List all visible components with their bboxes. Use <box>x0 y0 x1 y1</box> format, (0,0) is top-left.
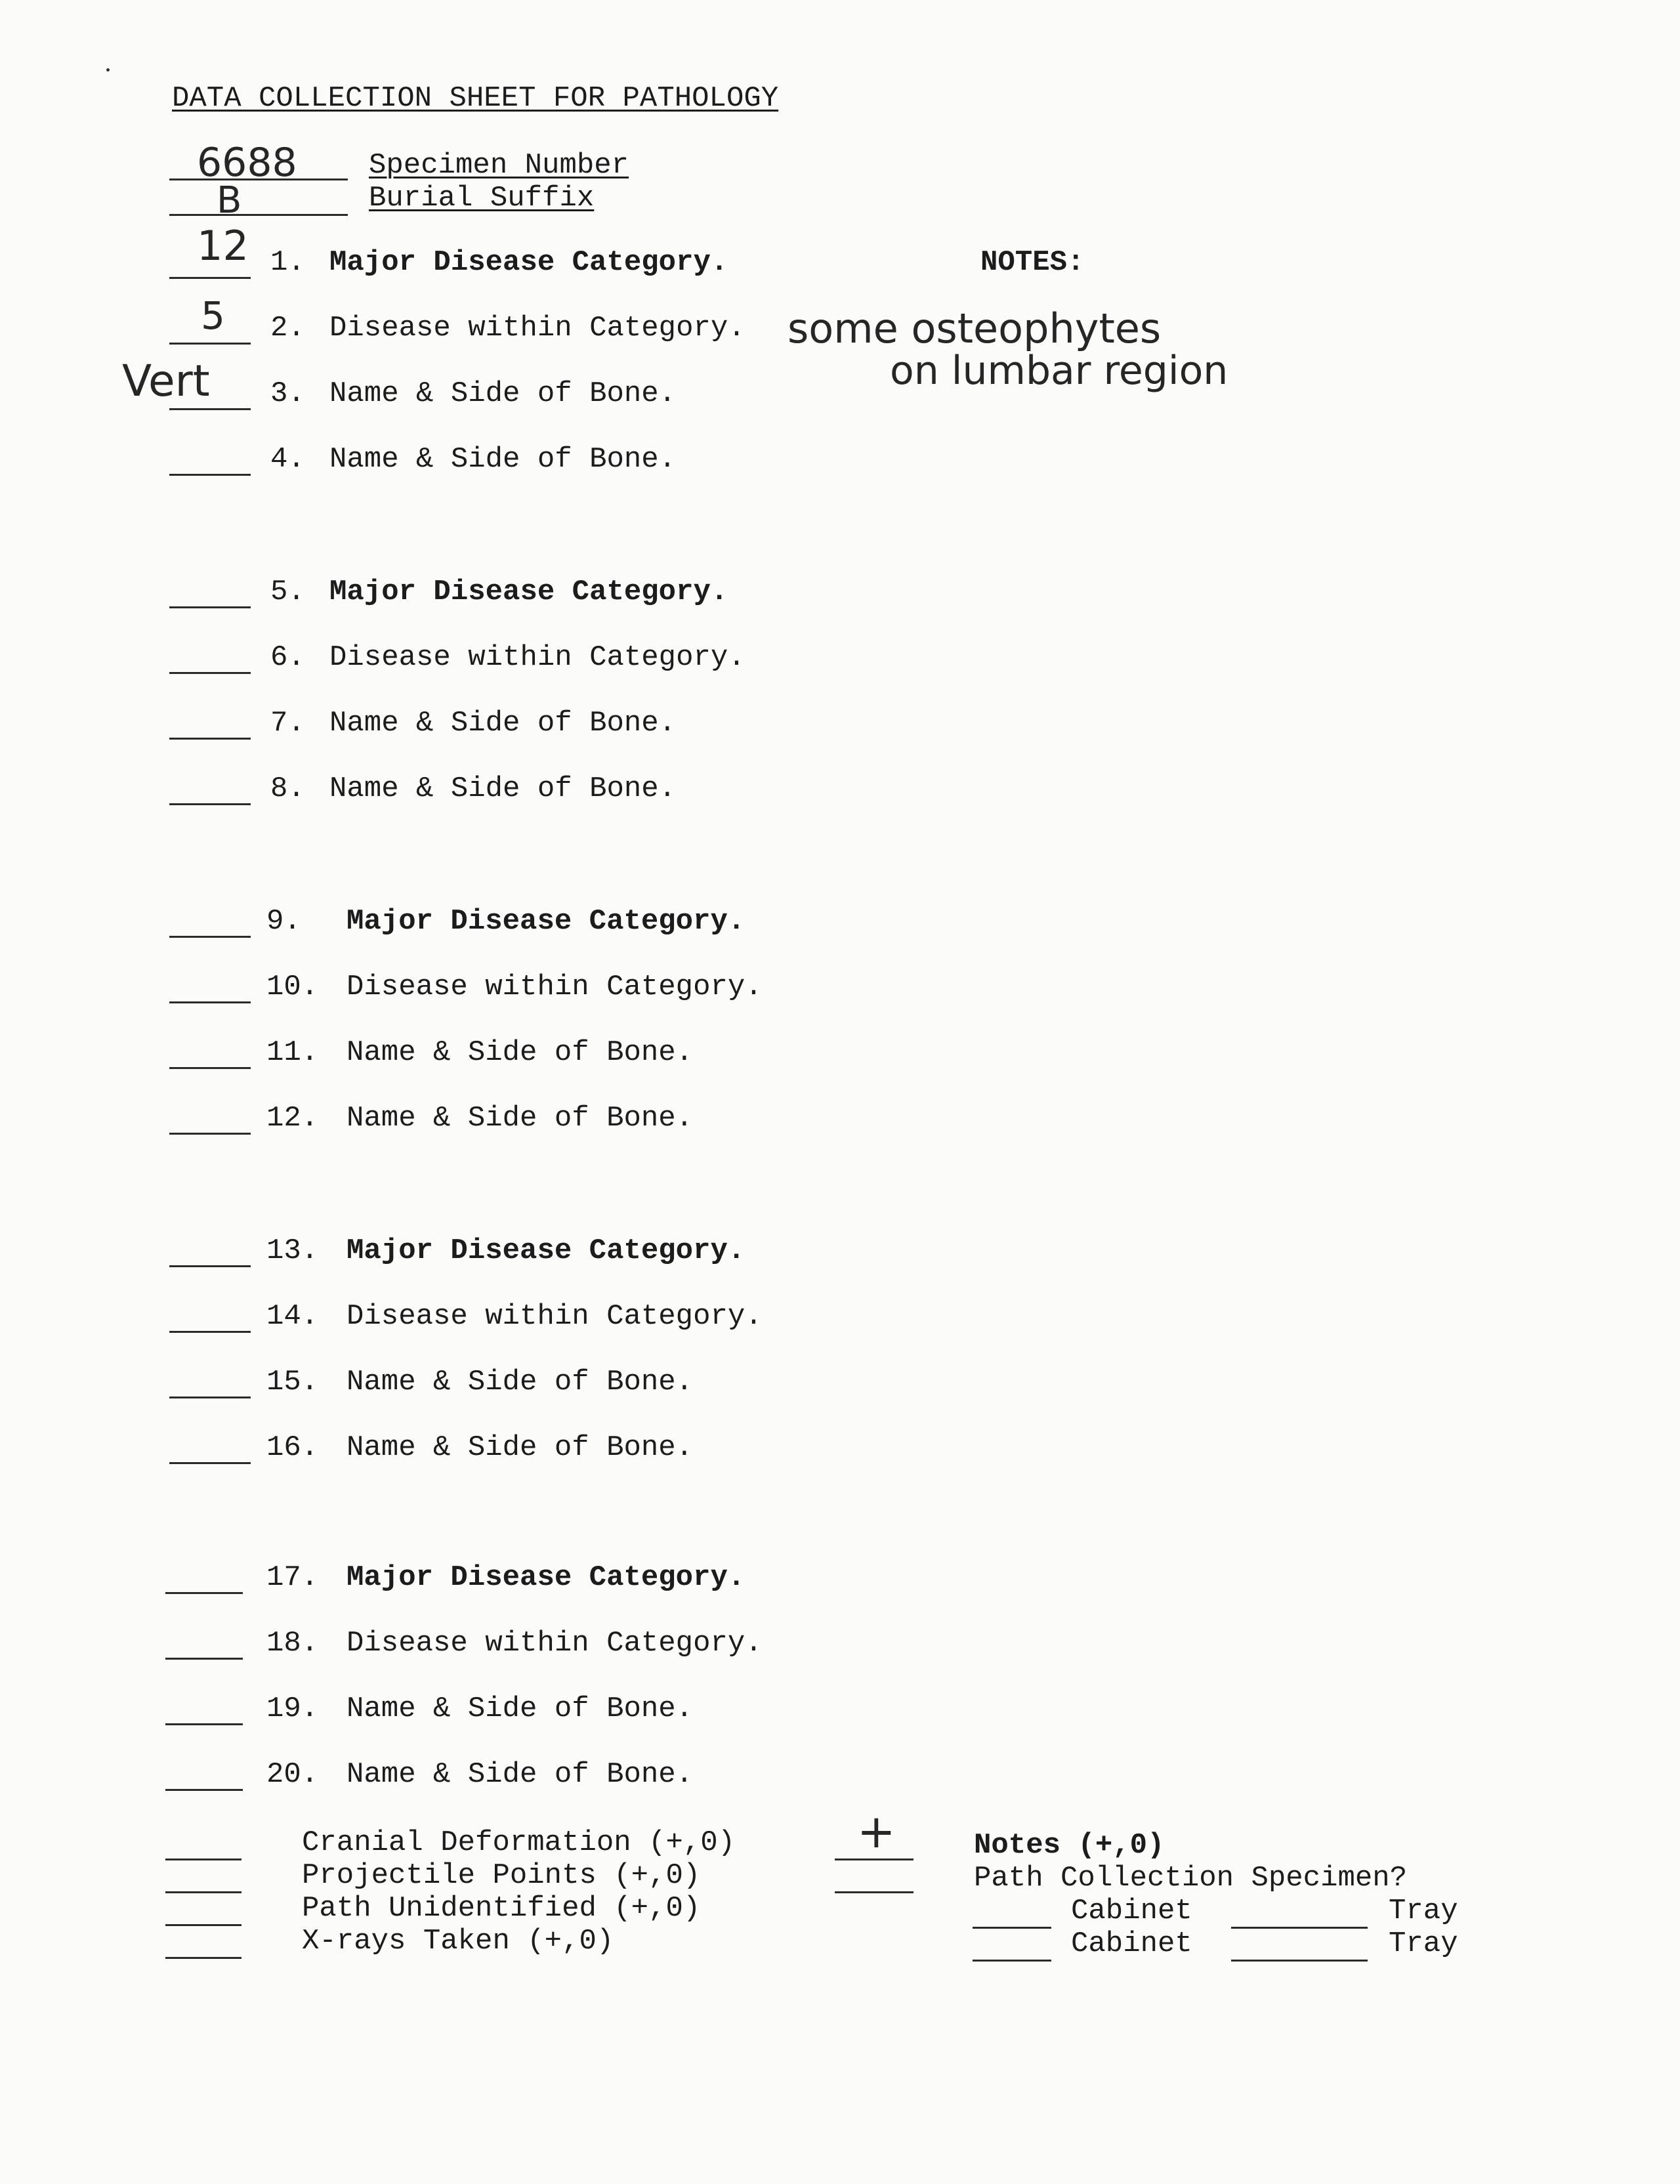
item-label: Name & Side of Bone. <box>346 1036 694 1069</box>
item-number: 8. <box>270 772 305 805</box>
item-number: 7. <box>270 707 305 740</box>
item-label: Name & Side of Bone. <box>329 443 677 476</box>
item-answer-line <box>169 1462 251 1464</box>
item-number: 12. <box>266 1102 319 1135</box>
item-label: Name & Side of Bone. <box>329 772 677 805</box>
burial-suffix-value: B <box>217 179 242 222</box>
item-handwritten-value: 5 <box>201 293 225 338</box>
item-answer-line <box>169 1001 251 1003</box>
item-label: Disease within Category. <box>346 1627 763 1660</box>
cabinet-answer-line <box>973 1927 1051 1929</box>
middle-handwritten-mark: + <box>857 1805 896 1858</box>
cabinet-label: Cabinet <box>1071 1927 1192 1960</box>
item-label: Disease within Category. <box>346 1300 763 1333</box>
item-handwritten-value: Vert <box>122 356 210 406</box>
notes-plus-zero-label: Notes (+,0) <box>974 1829 1165 1862</box>
item-label: Disease within Category. <box>329 312 746 345</box>
notes-handwritten-line-2: on lumbar region <box>890 348 1228 394</box>
item-label: Major Disease Category. <box>346 1561 746 1594</box>
item-number: 1. <box>270 246 305 279</box>
item-answer-line <box>169 1133 251 1135</box>
item-answer-line <box>169 738 251 740</box>
item-label: Major Disease Category. <box>346 1234 746 1267</box>
tray-label: Tray <box>1389 1895 1458 1927</box>
item-label: Name & Side of Bone. <box>329 377 677 410</box>
item-answer-line <box>169 803 251 805</box>
item-answer-line <box>165 1789 243 1791</box>
notes-label: NOTES: <box>980 246 1085 279</box>
item-number: 18. <box>266 1627 319 1660</box>
item-number: 20. <box>266 1758 319 1791</box>
item-number: 13. <box>266 1234 319 1267</box>
item-answer-line <box>165 1592 243 1594</box>
item-label: Major Disease Category. <box>329 576 728 608</box>
item-label: Name & Side of Bone. <box>329 707 677 740</box>
item-answer-line <box>169 672 251 674</box>
item-label: Name & Side of Bone. <box>346 1692 694 1725</box>
cabinet-label: Cabinet <box>1071 1895 1192 1927</box>
item-number: 5. <box>270 576 305 608</box>
middle-answer-line <box>835 1891 914 1893</box>
bottom-left-label: X-rays Taken (+,0) <box>302 1925 614 1958</box>
item-number: 10. <box>266 971 319 1003</box>
item-number: 6. <box>270 641 305 674</box>
item-label: Disease within Category. <box>329 641 746 674</box>
item-answer-line <box>165 1658 243 1660</box>
item-number: 2. <box>270 312 305 345</box>
bottom-left-label: Path Unidentified (+,0) <box>302 1892 701 1925</box>
scan-speck <box>106 68 110 72</box>
item-number: 17. <box>266 1561 319 1594</box>
tray-answer-line <box>1231 1960 1368 1962</box>
burial-suffix-label: Burial Suffix <box>369 182 595 215</box>
item-answer-line <box>169 936 251 938</box>
item-number: 11. <box>266 1036 319 1069</box>
item-number: 9. <box>266 905 301 938</box>
item-handwritten-value: 12 <box>197 222 249 270</box>
burial-suffix-line <box>169 214 348 216</box>
bottom-left-answer-line <box>165 1858 242 1860</box>
item-answer-line <box>169 1396 251 1398</box>
item-label: Major Disease Category. <box>329 246 728 279</box>
specimen-number-value: 6688 <box>197 140 297 186</box>
bottom-left-label: Cranial Deformation (+,0) <box>302 1826 736 1859</box>
middle-answer-line <box>835 1858 914 1860</box>
tray-answer-line <box>1231 1927 1368 1929</box>
bottom-left-answer-line <box>165 1924 242 1926</box>
item-answer-line <box>169 606 251 608</box>
tray-label: Tray <box>1389 1927 1458 1960</box>
item-label: Name & Side of Bone. <box>346 1102 694 1135</box>
item-number: 4. <box>270 443 305 476</box>
item-answer-line <box>169 343 251 345</box>
item-answer-line <box>165 1723 243 1725</box>
item-number: 16. <box>266 1431 319 1464</box>
bottom-left-label: Projectile Points (+,0) <box>302 1859 701 1892</box>
item-number: 19. <box>266 1692 319 1725</box>
item-number: 15. <box>266 1366 319 1398</box>
path-collection-question: Path Collection Specimen? <box>974 1862 1408 1895</box>
item-label: Disease within Category. <box>346 971 763 1003</box>
item-label: Name & Side of Bone. <box>346 1366 694 1398</box>
specimen-number-label: Specimen Number <box>369 149 629 182</box>
item-answer-line <box>169 474 251 476</box>
item-label: Major Disease Category. <box>346 905 746 938</box>
bottom-left-answer-line <box>165 1957 242 1959</box>
sheet-title: DATA COLLECTION SHEET FOR PATHOLOGY <box>172 82 779 115</box>
item-number: 14. <box>266 1300 319 1333</box>
cabinet-answer-line <box>973 1960 1051 1962</box>
item-label: Name & Side of Bone. <box>346 1758 694 1791</box>
item-label: Name & Side of Bone. <box>346 1431 694 1464</box>
item-answer-line <box>169 408 251 410</box>
item-answer-line <box>169 1265 251 1267</box>
item-answer-line <box>169 277 251 279</box>
item-number: 3. <box>270 377 305 410</box>
notes-handwritten-line-1: some osteophytes <box>788 304 1162 352</box>
bottom-left-answer-line <box>165 1891 242 1893</box>
item-answer-line <box>169 1067 251 1069</box>
item-answer-line <box>169 1331 251 1333</box>
